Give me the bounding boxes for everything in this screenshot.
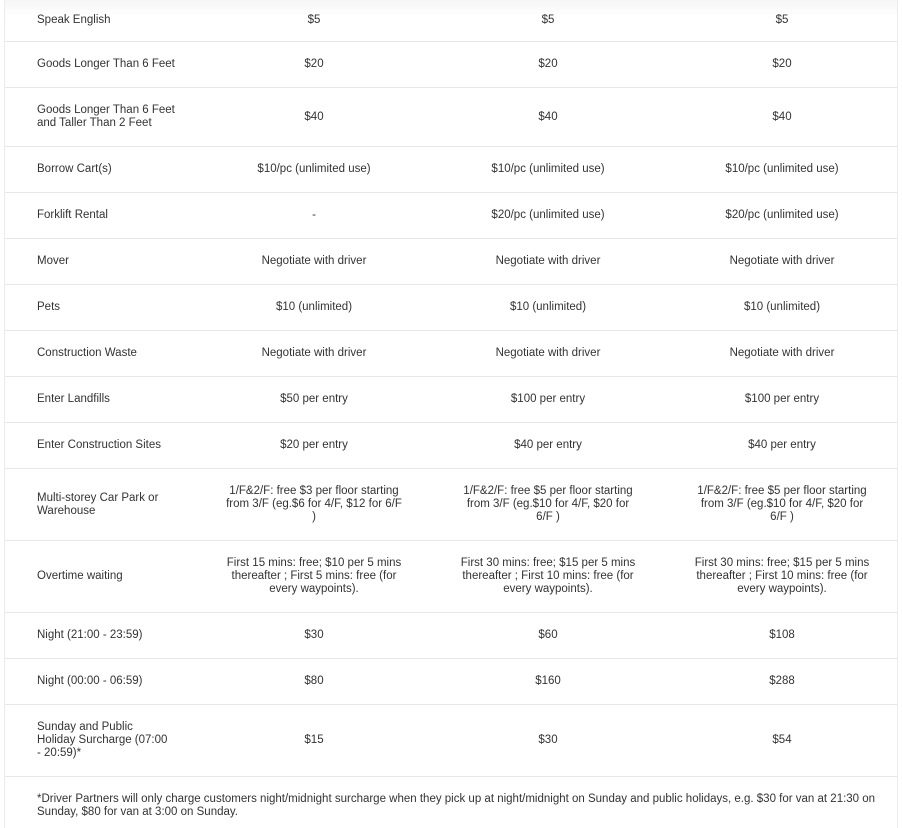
table-row: [5, 659, 897, 705]
price-cell: $10 (unlimited): [275, 301, 353, 313]
table-row: [5, 423, 897, 469]
price-cell: Negotiate with driver: [261, 347, 367, 359]
price-cell: $160: [535, 675, 561, 687]
table-row: [5, 88, 897, 147]
price-cell: Negotiate with driver: [495, 255, 601, 267]
table-row: [5, 705, 897, 777]
price-cell: $20/pc (unlimited use): [491, 209, 605, 221]
table-row: [5, 239, 897, 285]
price-cell: $30: [538, 734, 558, 746]
price-cell: $5: [541, 14, 555, 26]
price-cell: 1/F&2/F: free $5 per floor starting from 3/F (eg.$10 for 4/F, $20 for 6/F ): [697, 485, 867, 523]
row-label: Enter Landfills: [37, 393, 110, 405]
price-cell: $10 (unlimited): [743, 301, 821, 313]
row-label: Sunday and Public Holiday Surcharge (07:00 - 20:59)*: [37, 721, 168, 759]
price-cell: $10 (unlimited): [509, 301, 587, 313]
row-label: Forklift Rental: [37, 209, 108, 221]
price-cell: $10/pc (unlimited use): [257, 163, 371, 175]
row-label: Enter Construction Sites: [37, 439, 162, 451]
price-cell: $108: [769, 629, 795, 641]
row-label: Night (21:00 - 23:59): [37, 629, 143, 641]
price-cell: 1/F&2/F: free $3 per floor starting from 3/F (eg.$6 for 4/F, $12 for 6/F ): [226, 485, 402, 523]
price-cell: Negotiate with driver: [495, 347, 601, 359]
price-cell: $20: [772, 58, 792, 70]
price-cell: -: [312, 209, 316, 221]
price-cell: $54: [772, 734, 792, 746]
row-label: Overtime waiting: [37, 570, 123, 582]
price-cell: $10/pc (unlimited use): [491, 163, 605, 175]
price-cell: $40 per entry: [748, 439, 816, 451]
row-label: Goods Longer Than 6 Feet and Taller Than 2 Feet: [37, 104, 175, 129]
price-cell: $5: [775, 14, 789, 26]
surcharge-table: [5, 0, 897, 777]
price-cell: $15: [304, 734, 324, 746]
price-cell: $100 per entry: [510, 393, 586, 405]
price-cell: $20: [538, 58, 558, 70]
row-label: Multi-storey Car Park or Warehouse: [37, 491, 159, 517]
price-cell: $20 per entry: [280, 439, 348, 451]
table-row: [5, 147, 897, 193]
table-row: [5, 0, 897, 42]
row-label: Construction Waste: [37, 347, 137, 359]
price-cell: $30: [304, 629, 324, 641]
price-cell: $288: [769, 675, 795, 687]
price-cell: First 30 mins: free; $15 per 5 mins thereafter ; First 10 mins: free (for every waypoints).: [460, 557, 636, 595]
row-label: Night (00:00 - 06:59): [37, 675, 143, 687]
table-row: [5, 42, 897, 88]
table-row: [5, 331, 897, 377]
price-cell: $40: [304, 110, 324, 123]
row-label: Mover: [37, 255, 69, 267]
price-cell: $100 per entry: [744, 393, 820, 405]
surcharge-footnote: *Driver Partners will only charge customers night/midnight surcharge when they pick up at night/midnight on Sunday and public holidays, e.g. $30 for van at 21:30 on Sunday, $80 for van at 3:00 on Sunday.: [37, 793, 876, 818]
price-cell: Negotiate with driver: [261, 255, 367, 267]
price-cell: $80: [304, 675, 324, 687]
price-cell: Negotiate with driver: [729, 255, 835, 267]
price-cell: First 15 mins: free; $10 per 5 mins thereafter ; First 5 mins: free (for every waypoints).: [226, 557, 402, 595]
table-row: [5, 541, 897, 613]
row-label: Speak English: [37, 14, 111, 26]
price-cell: $50 per entry: [280, 393, 348, 405]
table-row: [5, 469, 897, 541]
price-cell: Negotiate with driver: [729, 347, 835, 359]
price-cell: $20: [304, 58, 324, 70]
price-cell: $10/pc (unlimited use): [725, 163, 839, 175]
price-cell: $40: [772, 110, 792, 123]
row-label: Goods Longer Than 6 Feet: [37, 58, 175, 70]
table-row: [5, 377, 897, 423]
price-cell: $60: [538, 629, 558, 641]
price-cell: $40 per entry: [514, 439, 582, 451]
table-row: [5, 613, 897, 659]
price-cell: $40: [538, 110, 558, 123]
table-row: [5, 285, 897, 331]
row-label: Borrow Cart(s): [37, 163, 112, 175]
price-cell: 1/F&2/F: free $5 per floor starting from 3/F (eg.$10 for 4/F, $20 for 6/F ): [463, 485, 633, 523]
price-cell: $5: [307, 14, 321, 26]
price-cell: $20/pc (unlimited use): [725, 209, 839, 221]
row-label: Pets: [37, 301, 61, 313]
surcharge-table-frame: [4, 0, 898, 828]
table-row: [5, 193, 897, 239]
price-cell: First 30 mins: free; $15 per 5 mins thereafter ; First 10 mins: free (for every waypoints).: [694, 557, 870, 595]
